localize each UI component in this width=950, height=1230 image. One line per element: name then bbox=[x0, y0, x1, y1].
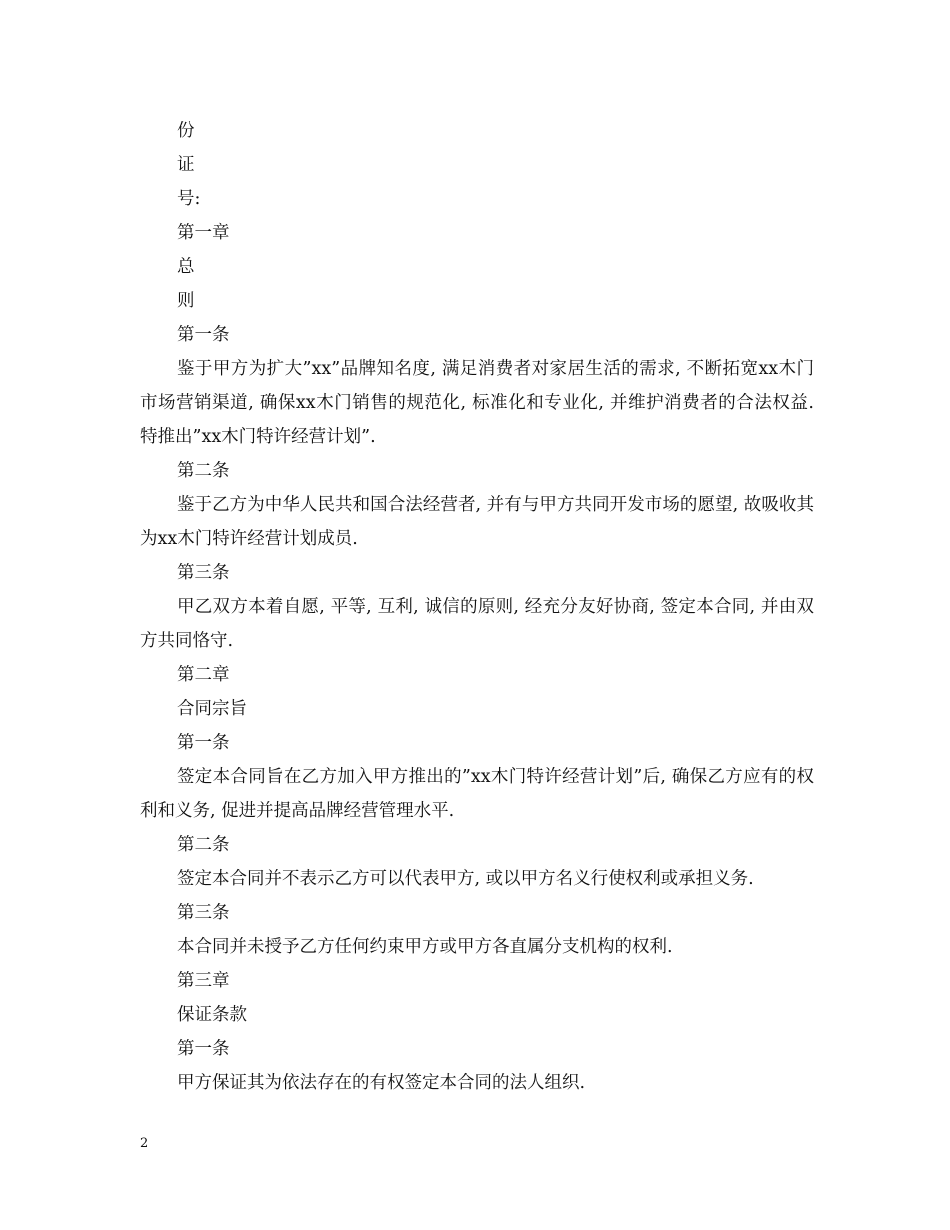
article-paragraph: 签定本合同旨在乙方加入甲方推出的”xx木门特许经营计划”后, 确保乙方应有的权利和义务, 促进并提高品牌经营管理水平. bbox=[140, 767, 814, 821]
article-heading: 第二条 bbox=[177, 835, 230, 855]
document-body bbox=[140, 114, 814, 1100]
article-paragraph: 本合同并未授予乙方任何约束甲方或甲方各直属分支机构的权利. bbox=[177, 937, 673, 957]
article-paragraph: 甲乙双方本着自愿, 平等, 互利, 诚信的原则, 经充分友好协商, 签定本合同, 并由双方共同恪守. bbox=[140, 597, 814, 651]
page-number: 2 bbox=[140, 1136, 149, 1151]
text-line: 号: bbox=[177, 189, 201, 209]
chapter-heading: 第三章 bbox=[177, 971, 230, 991]
article-heading: 第一条 bbox=[177, 1039, 230, 1059]
article-paragraph: 鉴于乙方为中华人民共和国合法经营者, 并有与甲方共同开发市场的愿望, 故吸收其为xx木门特许经营计划成员. bbox=[140, 495, 814, 549]
chapter-title: 则 bbox=[177, 291, 195, 311]
chapter-title: 保证条款 bbox=[177, 1005, 247, 1025]
text-line: 证 bbox=[177, 155, 195, 175]
text-line: 份 bbox=[177, 121, 195, 141]
chapter-title: 合同宗旨 bbox=[177, 699, 247, 719]
article-paragraph: 甲方保证其为依法存在的有权签定本合同的法人组织. bbox=[177, 1073, 586, 1093]
chapter-heading: 第一章 bbox=[177, 223, 230, 243]
article-heading: 第三条 bbox=[177, 903, 230, 923]
chapter-title: 总 bbox=[177, 257, 195, 277]
article-paragraph: 签定本合同并不表示乙方可以代表甲方, 或以甲方名义行使权利或承担义务. bbox=[177, 869, 754, 889]
article-heading: 第三条 bbox=[177, 563, 230, 583]
article-heading: 第一条 bbox=[177, 733, 230, 753]
article-heading: 第一条 bbox=[177, 325, 230, 345]
chapter-heading: 第二章 bbox=[177, 665, 230, 685]
article-paragraph: 鉴于甲方为扩大”xx”品牌知名度, 满足消费者对家居生活的需求, 不断拓宽xx木门市场营销渠道, 确保xx木门销售的规范化, 标准化和专业化, 并维护消费者的合法权益. 特推出”xx木门特许经营计划”. bbox=[140, 359, 814, 447]
article-heading: 第二条 bbox=[177, 461, 230, 481]
